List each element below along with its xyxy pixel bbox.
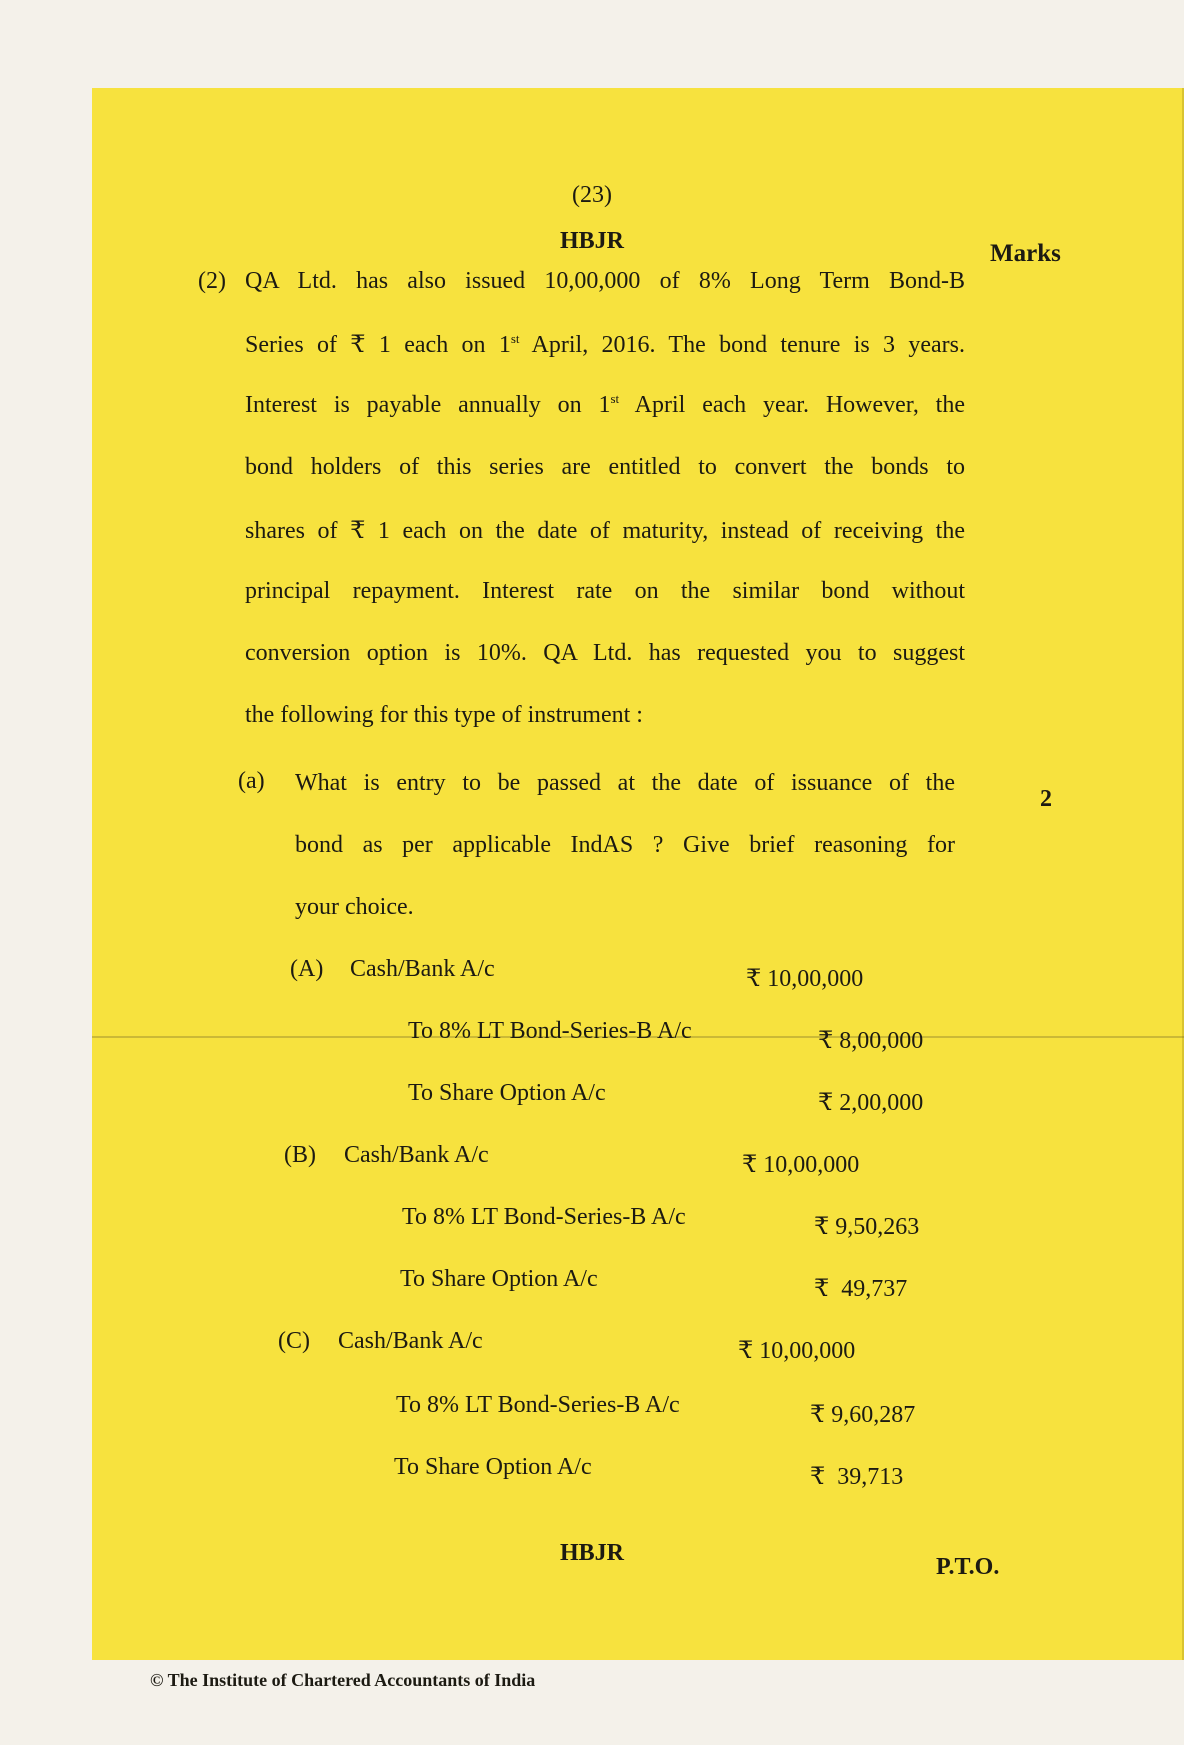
page-number: (23) [572, 182, 612, 208]
subquestion-marks: 2 [1040, 786, 1052, 812]
subquestion-number: (a) [238, 768, 265, 794]
exam-paper-sheet [92, 88, 1184, 1660]
footer-paper-code: HBJR [559, 1540, 624, 1566]
option-c-label: (C) [278, 1328, 310, 1354]
option-b-label: (B) [284, 1142, 316, 1168]
option-c-credit-amount: ₹ 39,713 [810, 1464, 904, 1490]
subquestion-line: What is entry to be passed at the date of issuance of the [295, 770, 955, 796]
question-line: bond holders of this series are entitled to convert the bonds to [245, 454, 965, 480]
question-line: principal repayment. Interest rate on the similar bond without [245, 578, 965, 604]
option-a-credit-account: To 8% LT Bond-Series-B A/c [408, 1018, 692, 1044]
subquestion-line: your choice. [295, 894, 414, 920]
option-b-debit-amount: ₹ 10,00,000 [742, 1152, 860, 1178]
question-line: conversion option is 10%. QA Ltd. has requested you to suggest [245, 640, 965, 666]
option-c-debit-amount: ₹ 10,00,000 [738, 1338, 856, 1364]
question-number: (2) [198, 268, 226, 294]
option-a-debit-account: Cash/Bank A/c [350, 956, 495, 982]
question-line: QA Ltd. has also issued 10,00,000 of 8% Long Term Bond-B [245, 268, 965, 294]
option-b-debit-account: Cash/Bank A/c [344, 1142, 489, 1168]
option-b-credit-amount: ₹ 49,737 [814, 1276, 908, 1302]
please-turn-over: P.T.O. [936, 1554, 1000, 1580]
option-b-credit-account: To 8% LT Bond-Series-B A/c [402, 1204, 686, 1230]
question-line: the following for this type of instrument : [245, 702, 643, 728]
option-a-credit-account: To Share Option A/c [408, 1080, 606, 1106]
question-line: shares of ₹ 1 each on the date of maturity, instead of receiving the [245, 518, 965, 544]
option-c-credit-amount: ₹ 9,60,287 [810, 1402, 916, 1428]
marks-column-header: Marks [990, 240, 1061, 267]
option-b-credit-account: To Share Option A/c [400, 1266, 598, 1292]
question-line: Interest is payable annually on 1st April each year. However, the [245, 391, 965, 418]
option-a-credit-amount: ₹ 8,00,000 [818, 1028, 924, 1054]
option-a-credit-amount: ₹ 2,00,000 [818, 1090, 924, 1116]
subquestion-line: bond as per applicable IndAS ? Give brief reasoning for [295, 832, 955, 858]
option-b-credit-amount: ₹ 9,50,263 [814, 1214, 920, 1240]
option-c-credit-account: To 8% LT Bond-Series-B A/c [396, 1392, 680, 1418]
option-c-credit-account: To Share Option A/c [394, 1454, 592, 1480]
header-paper-code: HBJR [559, 228, 624, 254]
option-c-debit-account: Cash/Bank A/c [338, 1328, 483, 1354]
question-line: Series of ₹ 1 each on 1st April, 2016. The bond tenure is 3 years. [245, 331, 965, 358]
option-a-debit-amount: ₹ 10,00,000 [746, 966, 864, 992]
copyright-notice: © The Institute of Chartered Accountants of India [150, 1670, 536, 1690]
option-a-label: (A) [290, 956, 324, 982]
